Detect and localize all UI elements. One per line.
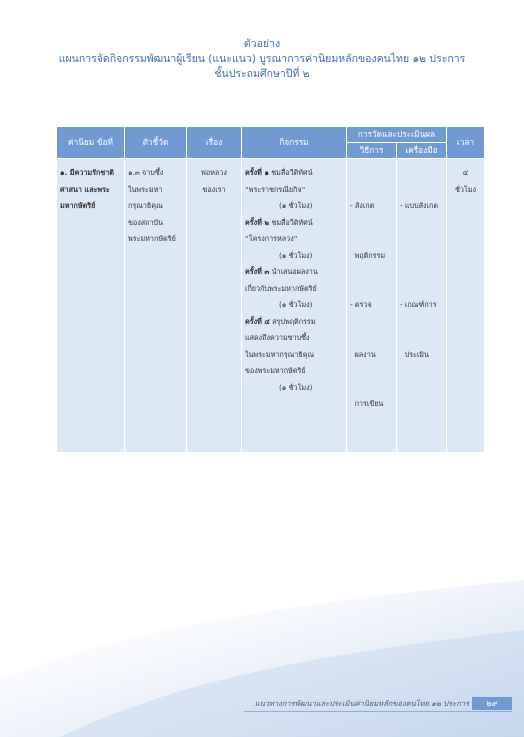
tool-line (400, 248, 443, 265)
cell-activity (242, 159, 347, 452)
header-assessment: การวัดและประเมินผล (347, 127, 447, 143)
document-title (40, 37, 484, 82)
indicator-line: กรุณาธิคุณ (128, 201, 163, 210)
header-indicator: ตัวชี้วัด (125, 127, 187, 159)
method-line: พฤติกรรม (350, 250, 386, 260)
indicator-line: ของสถาบัน (128, 217, 163, 227)
session-text: ชมสื่อวีดิทัศน์ (269, 217, 313, 227)
page-number: ๒๙ (472, 697, 512, 710)
topic-line: ของเรา (202, 184, 226, 194)
header-value: ค่านิยม ข้อที่ (57, 127, 125, 159)
tool-line: ประเมิน (400, 349, 429, 359)
activity-line (245, 314, 343, 331)
time-unit: ชั่วโมง (454, 184, 477, 194)
cell-method (347, 159, 397, 452)
activity-line: “พระราชกรณียกิจ” (245, 184, 306, 194)
activity-duration: (๑ ชั่วโมง) (279, 250, 313, 260)
title-line-1: ตัวอย่าง (243, 38, 281, 50)
activity-line: “โครงการหลวง” (245, 234, 298, 243)
cell-indicator (125, 159, 187, 452)
footer-title: แนวทางการพัฒนาและประเมินค่านิยมหลักของคนไทย ๑๒ ประการ (254, 699, 469, 708)
method-line: - ตรวจ (350, 300, 372, 309)
footer-divider (244, 711, 512, 712)
header-activity: กิจกรรม (242, 127, 347, 159)
indicator-line: พระมหากษัตริย์ (128, 234, 176, 243)
cell-tool (397, 159, 447, 452)
tool-line: - เกณฑ์การ (400, 300, 437, 309)
session-label: ครั้งที่ ๓ (245, 267, 270, 276)
activity-duration: (๑ ชั่วโมง) (279, 382, 313, 392)
session-label: ครั้งที่ ๔ (245, 316, 270, 326)
table-row (57, 159, 485, 452)
header-tool: เครื่องมือ (397, 143, 447, 159)
title-line-3: ชั้นประถมศึกษาปีที่ ๒ (214, 68, 310, 80)
indicator-line: ๑.๓ จาบซึ้ง (128, 168, 164, 177)
activity-line (245, 215, 343, 232)
tool-line: - แบบสังเกต (400, 201, 439, 210)
method-line: ผลงาน (350, 349, 376, 359)
header-topic: เรื่อง (187, 127, 242, 159)
activity-line: เกี่ยวกับพระมหากษัตริย์ (245, 283, 317, 293)
method-line: - สังเกต (350, 201, 375, 210)
activity-line: ของพระมหากษัตริย์ (245, 366, 306, 375)
method-line: การเขียน (350, 399, 384, 408)
activity-duration: (๑ ชั่วโมง) (279, 300, 313, 309)
title-line-2: แผนการจัดกิจกรรมพัฒนาผู้เรียน (แนะแนว) บูรณาการค่านิยมหลักของคนไทย ๑๒ ประการ (58, 53, 466, 65)
time-value: ๔ (462, 168, 469, 177)
activity-line (245, 165, 343, 182)
activity-duration: (๑ ชั่วโมง) (279, 201, 313, 210)
header-time: เวลา (447, 127, 485, 159)
value-text: ๑. มีความรักชาติ ศาสนา และพระมหากษัตริย์ (60, 168, 114, 210)
activity-line (245, 264, 343, 281)
activity-plan-table (56, 126, 485, 452)
indicator-line: ในพระมหา (128, 184, 163, 194)
session-text: ชมสื่อวีดิทัศน์ (268, 168, 313, 177)
topic-line: พ่อหลวง (201, 168, 227, 177)
activity-line: แสดงถึงความซาบซึ้ง (245, 333, 310, 342)
session-text: นำเสนอผลงาน (269, 267, 318, 276)
header-method: วิธีการ (347, 143, 397, 159)
session-label: ครั้งที่ ๒ (245, 217, 270, 227)
cell-value (57, 159, 125, 452)
cell-topic (187, 159, 242, 452)
session-label: ครั้งที่ ๑ (245, 168, 269, 177)
session-text: สรุปพฤติกรรม (269, 316, 316, 326)
cell-time (447, 159, 485, 452)
activity-line: ในพระมหากรุณาธิคุณ (245, 349, 315, 359)
